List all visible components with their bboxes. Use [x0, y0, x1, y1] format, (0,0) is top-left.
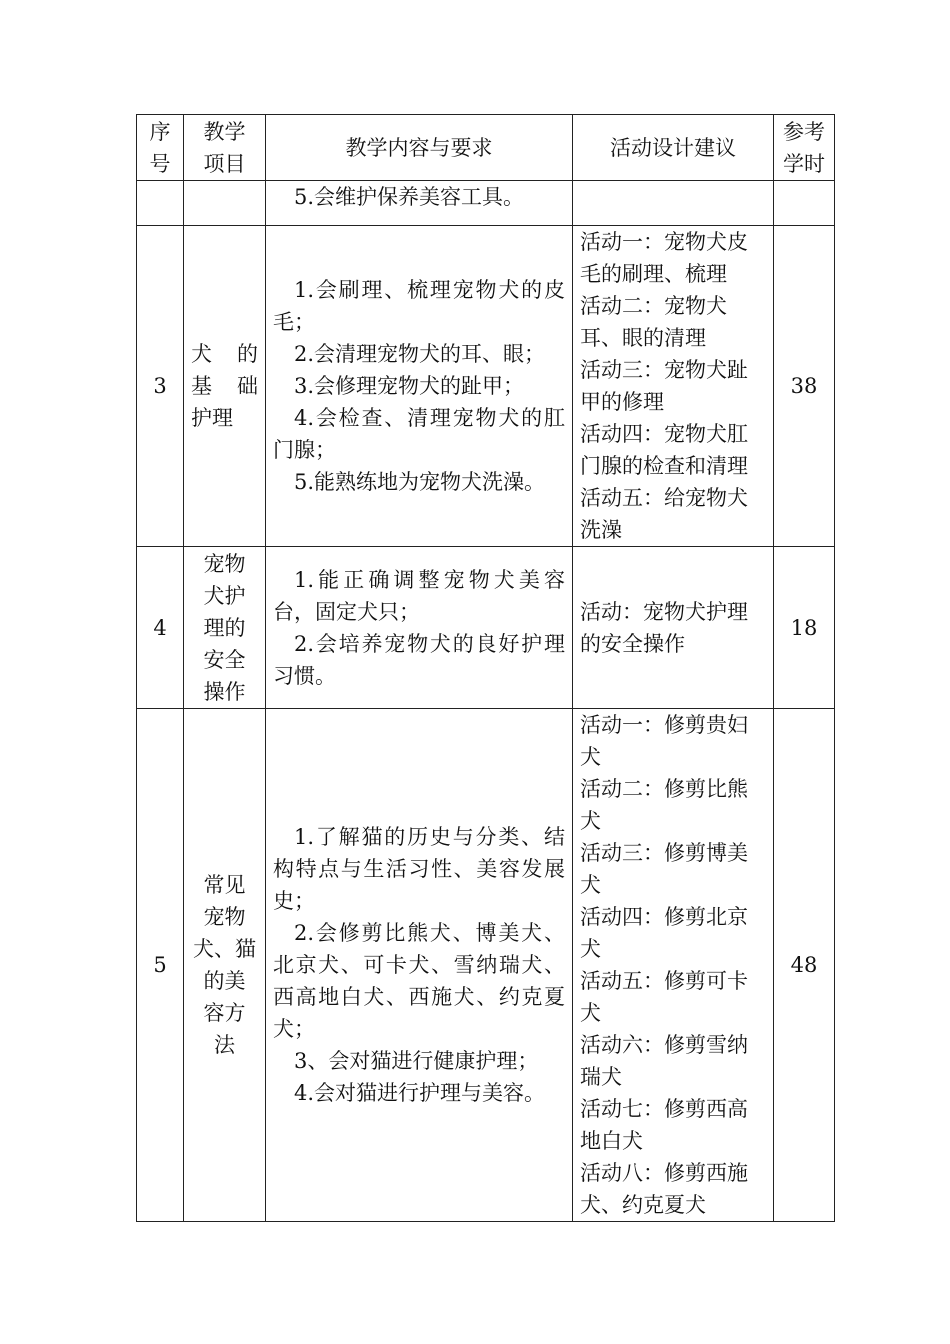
cell-seq: 4	[137, 547, 184, 709]
header-seq	[137, 115, 184, 181]
cell-hours: 18	[774, 547, 835, 709]
activity-line: 活动六：修剪雪纳瑞犬	[580, 1033, 748, 1089]
cell-hours: 38	[774, 226, 835, 547]
cell-requirements	[266, 547, 573, 709]
header-requirements: 教学内容与要求	[266, 115, 573, 181]
header-hours-line: 参考	[783, 119, 825, 144]
header-hours-line: 学时	[783, 151, 825, 176]
activity-line: 活动五：给宠物犬洗澡	[580, 486, 748, 542]
cell-hours: 48	[774, 709, 835, 1222]
table-row	[137, 709, 835, 1222]
project-line: 法	[214, 1033, 235, 1057]
project-line: 犬、猫	[193, 937, 256, 961]
cell-project	[184, 226, 266, 547]
project-line: 理的	[203, 615, 246, 640]
activity-line: 活动一：宠物犬皮毛的刷理、梳理	[580, 230, 748, 286]
cell-activities	[573, 181, 774, 226]
project-line: 容方	[203, 1001, 246, 1025]
requirement-line: 5.会维护保养美容工具。	[294, 185, 525, 209]
requirement-line: 1.会刷理、梳理宠物犬的皮毛；	[273, 278, 565, 334]
cell-hours	[774, 181, 835, 226]
project-line: 基 础	[191, 374, 258, 398]
project-line: 宠物	[203, 551, 246, 576]
table-row	[137, 547, 835, 709]
cell-activities	[573, 226, 774, 547]
requirement-line: 1.了解猫的历史与分类、结构特点与生活习性、美容发展史；	[273, 825, 565, 913]
requirement-line: 2.会修剪比熊犬、博美犬、北京犬、可卡犬、雪纳瑞犬、西高地白犬、西施犬、约克夏犬；	[273, 921, 565, 1041]
project-line: 的美	[203, 969, 246, 993]
requirement-line: 4.会对猫进行护理与美容。	[294, 1081, 546, 1105]
cell-project	[184, 181, 266, 226]
table-row	[137, 226, 835, 547]
activity-line: 活动三：宠物犬趾甲的修理	[580, 358, 748, 414]
project-line: 常见	[203, 873, 246, 897]
curriculum-table	[136, 114, 835, 1222]
header-activities: 活动设计建议	[573, 115, 774, 181]
header-project-line: 项目	[203, 151, 246, 176]
cell-project	[184, 547, 266, 709]
header-project	[184, 115, 266, 181]
cell-seq: 5	[137, 709, 184, 1222]
activity-line: 活动一：修剪贵妇犬	[580, 713, 748, 769]
activity-line: 活动五：修剪可卡犬	[580, 969, 748, 1025]
cell-activities	[573, 709, 774, 1222]
project-line: 宠物	[203, 905, 246, 929]
requirement-line: 1.能正确调整宠物犬美容台，固定犬只；	[273, 567, 565, 624]
table-row	[137, 181, 835, 226]
cell-requirements	[266, 181, 573, 226]
activity-line: 活动八：修剪西施犬、约克夏犬	[580, 1161, 748, 1217]
requirement-line: 4.会检查、清理宠物犬的肛门腺；	[273, 406, 565, 462]
requirement-line: 3、会对猫进行健康护理；	[294, 1049, 539, 1073]
header-seq-line: 序	[149, 119, 171, 144]
project-line: 安全	[203, 647, 246, 672]
cell-activities	[573, 547, 774, 709]
requirement-line: 3.会修理宠物犬的趾甲；	[294, 374, 525, 398]
activity-line: 活动：宠物犬护理的安全操作	[580, 599, 748, 656]
activity-line: 活动三：修剪博美犬	[580, 841, 748, 897]
header-hours	[774, 115, 835, 181]
project-line: 操作	[203, 679, 246, 704]
cell-seq: 3	[137, 226, 184, 547]
cell-requirements	[266, 226, 573, 547]
project-line: 犬 的	[191, 342, 258, 366]
activity-line: 活动七：修剪西高地白犬	[580, 1097, 748, 1153]
project-line: 犬护	[203, 583, 246, 608]
cell-seq	[137, 181, 184, 226]
requirement-line: 5.能熟练地为宠物犬洗澡。	[294, 470, 546, 494]
activity-line: 活动四：宠物犬肛门腺的检查和清理	[580, 422, 748, 478]
requirement-line: 2.会清理宠物犬的耳、眼；	[294, 342, 546, 366]
project-line: 护理	[191, 406, 233, 430]
requirement-line: 2.会培养宠物犬的良好护理习惯。	[273, 631, 565, 688]
cell-requirements	[266, 709, 573, 1222]
header-row	[137, 115, 835, 181]
activity-line: 活动四：修剪北京犬	[580, 905, 748, 961]
activity-line: 活动二：宠物犬耳、眼的清理	[580, 294, 727, 350]
header-project-line: 教学	[203, 119, 246, 144]
header-seq-line: 号	[149, 151, 171, 176]
cell-project	[184, 709, 266, 1222]
activity-line: 活动二：修剪比熊犬	[580, 777, 748, 833]
